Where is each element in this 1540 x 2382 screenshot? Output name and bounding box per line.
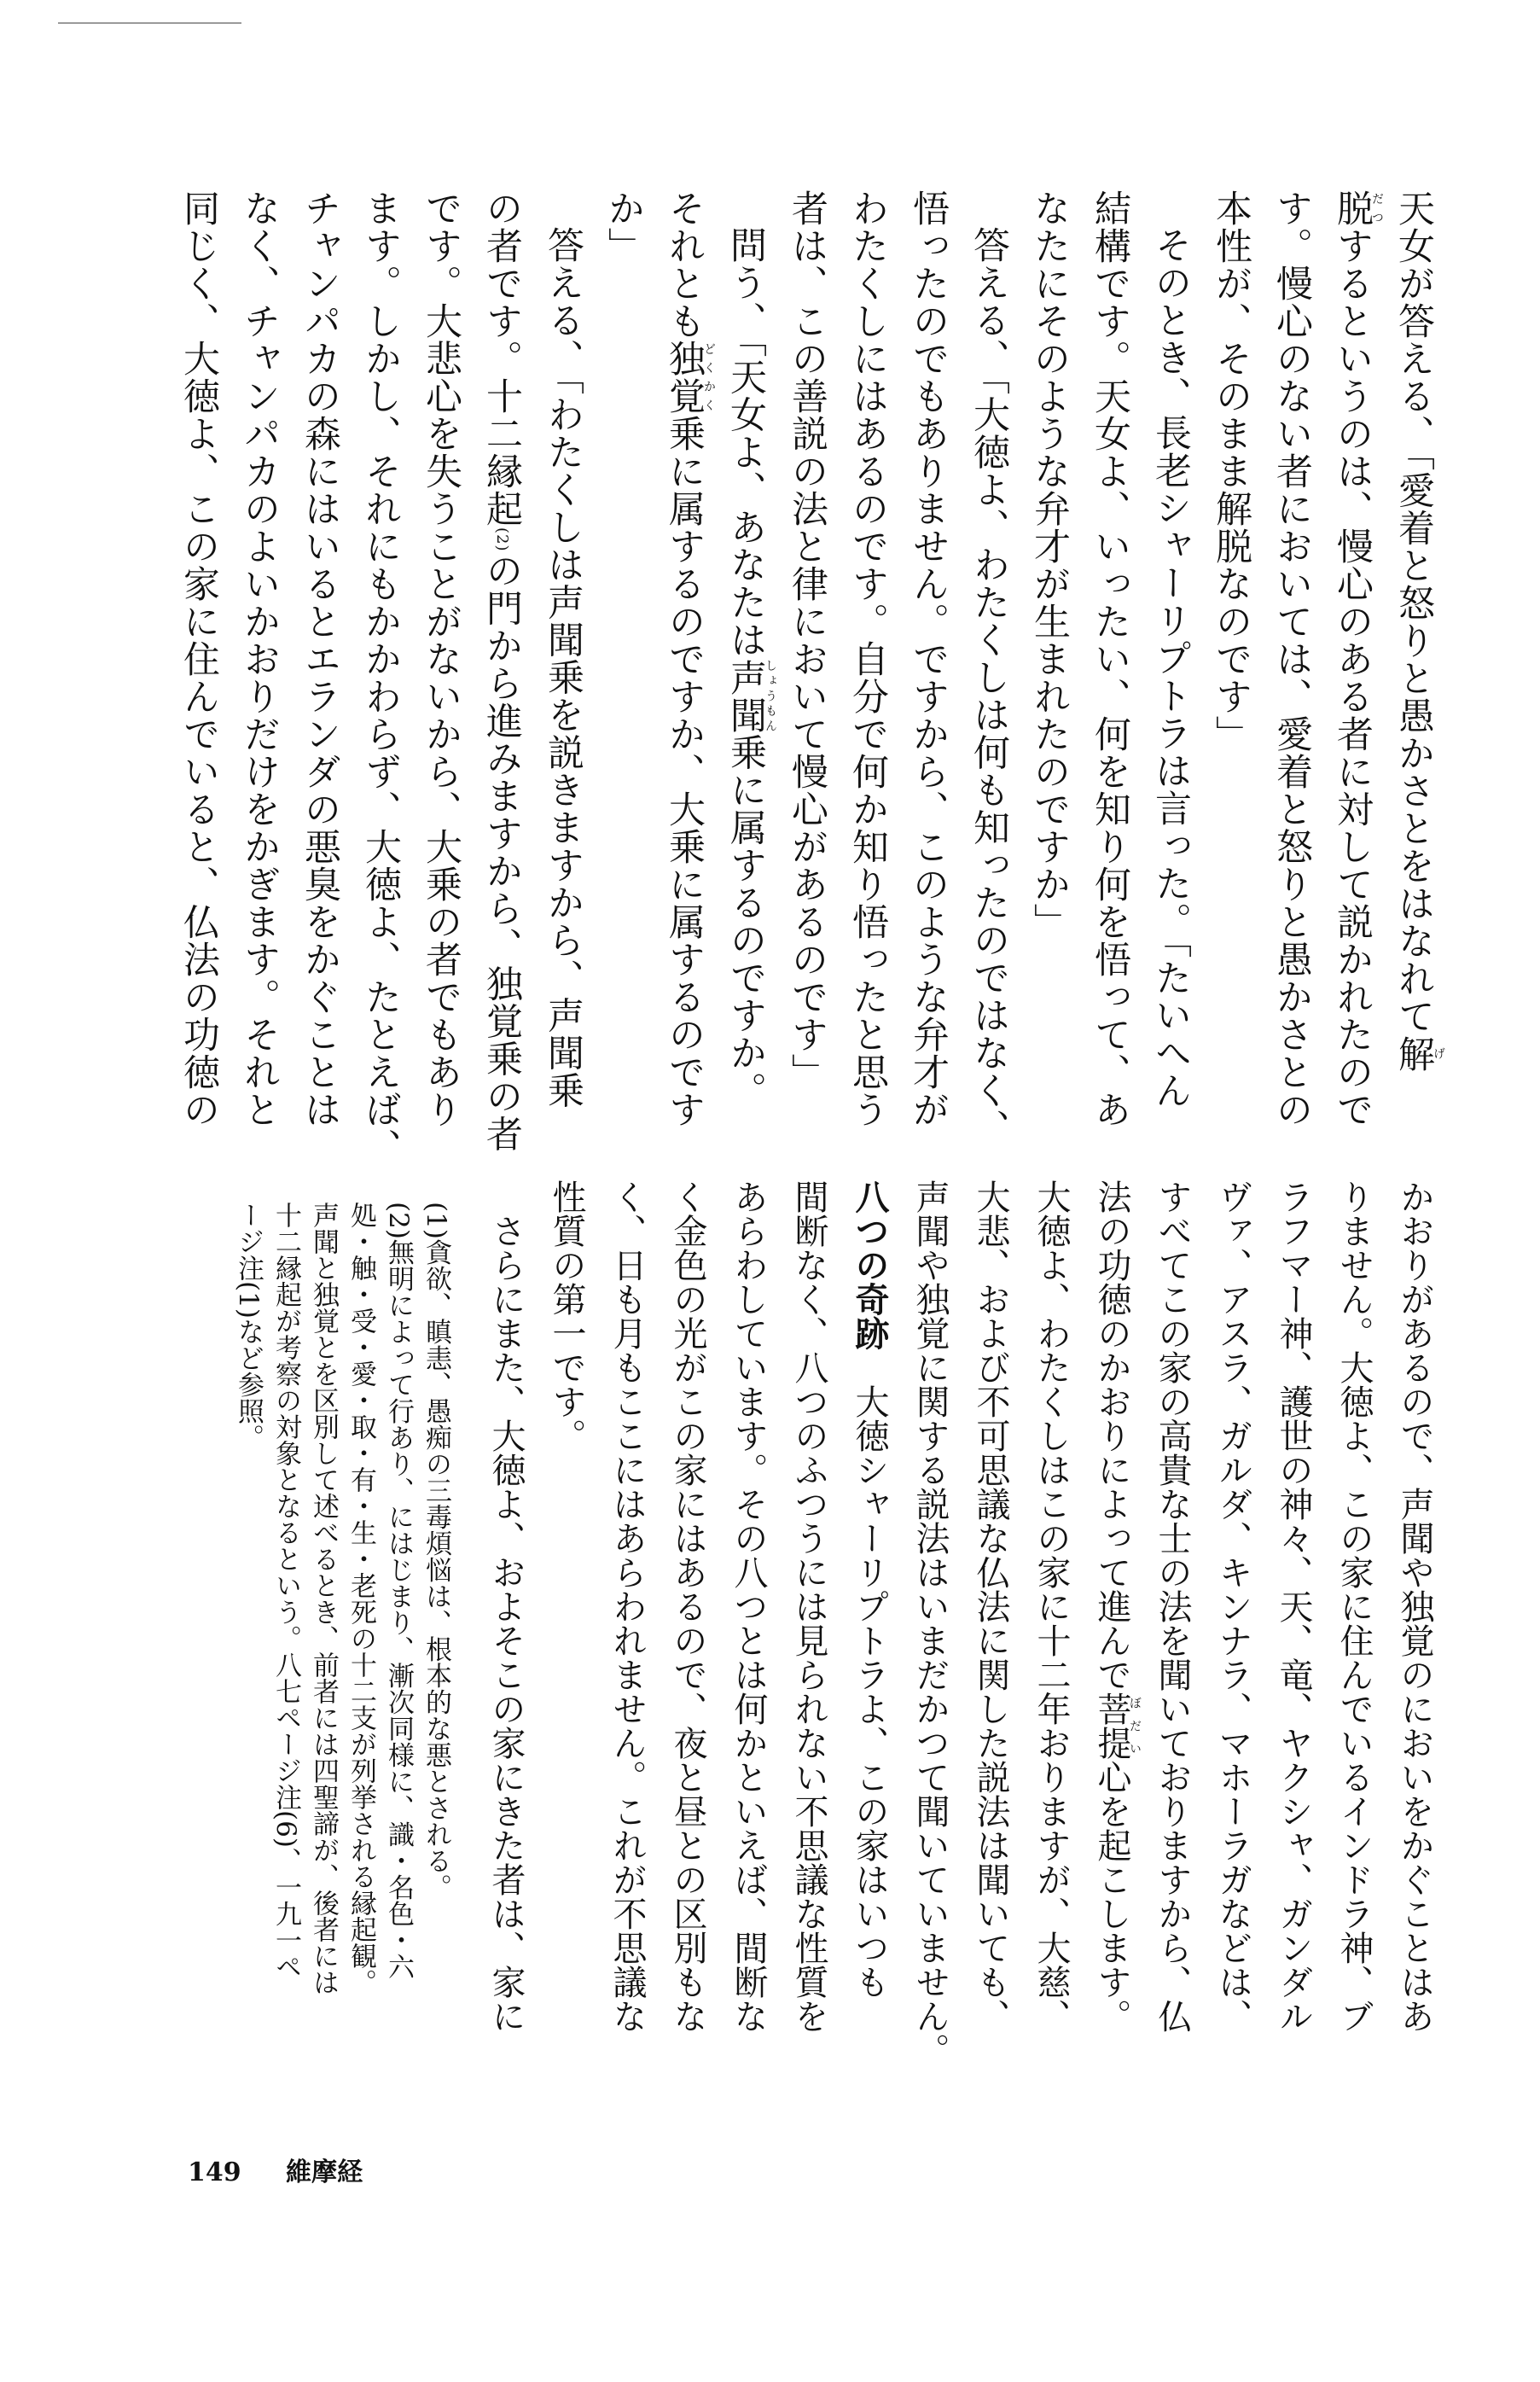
text-column <box>1081 1179 1142 2041</box>
text-run: ージ注(1)など参照。 <box>233 1202 264 1451</box>
text-run: の門から進みますから、独覚乗の者 <box>480 551 523 1153</box>
ruby-word <box>663 340 716 415</box>
text-run: す。慢心のない者においては、愛着と怒りと愚かさとの <box>1270 189 1313 1128</box>
text-run: なたにそのような弁才が生まれたのですか」 <box>1028 189 1071 941</box>
text-column <box>305 1202 342 2123</box>
text-column <box>657 1179 718 2041</box>
ruby-word <box>1392 1034 1445 1073</box>
text-column <box>960 1179 1020 2041</box>
text-run: く金色の光がこの家にはあるので、夜と昼との区別もな <box>668 1179 707 2033</box>
text-run: 本性が、そのまま解脱なのです」 <box>1210 189 1252 753</box>
text-run: 答える、「わたくしは声聞乗を説きますから、声聞乗 <box>542 226 584 1109</box>
text-column <box>1384 1179 1444 2041</box>
text-column <box>958 189 1019 1147</box>
text-column <box>837 189 898 1128</box>
text-run: さらにまた、大徳よ、およそこの家にきた者は、家に <box>486 1214 526 2033</box>
text-run: 大徳よ、わたくしはこの家に十二年おりますが、大慈、 <box>1032 1179 1071 2033</box>
text-run: 法の功徳のかおりによって進んで <box>1092 1179 1131 1692</box>
text-column <box>417 1202 455 2123</box>
text-column <box>267 1202 305 2123</box>
text-run: 答える、「大徳よ、わたくしは何も知ったのではなく、 <box>968 226 1010 1147</box>
text-run: するというのは、慢心のある者に対して説かれたので <box>1331 227 1374 1128</box>
text-column <box>1020 1179 1081 2041</box>
text-run: 同じく、大徳よ、この家に住んでいると、仏法の功徳の <box>177 189 220 1128</box>
text-column <box>654 189 716 1128</box>
page-footer <box>188 2151 398 2188</box>
text-run: 処・触・受・愛・取・有・生・老死の十二支が列挙される縁起観。 <box>346 1202 376 1995</box>
text-run: 性質の第一です。 <box>547 1179 586 1453</box>
text-run: 間断なく、八つのふつうには見られない不思議な性質を <box>789 1179 828 2033</box>
page-number: 149 <box>188 2158 241 2187</box>
main-text-top <box>168 189 1445 1166</box>
text-run: 結構です。天女よ、いったい、何を知り何を悟って、あ <box>1089 189 1131 1128</box>
ruby-base: 声聞 <box>724 658 767 734</box>
text-column <box>839 1179 899 2041</box>
text-run: 乗に属するのですか。 <box>724 733 767 1109</box>
text-run: (2)無明によって行あり、にはじまり、漸次同様に、識・名色・六 <box>383 1202 414 1980</box>
text-run: (1)貪欲、瞋恚、愚痴の三毒煩悩は、根本的な悪とされる。 <box>421 1202 451 1901</box>
footnotes <box>230 1202 455 2123</box>
text-column <box>1202 1179 1263 2041</box>
text-column <box>718 1179 778 2041</box>
text-column <box>1263 1179 1323 2041</box>
text-run: 大悲、および不可思議な仏法に関した説法は聞いても、 <box>971 1179 1010 2033</box>
text-run: 者は、この善説の法と律において慢心があるのです」 <box>786 189 828 1091</box>
text-column <box>168 189 229 1128</box>
text-column <box>475 1179 536 2041</box>
text-column <box>1261 189 1322 1128</box>
text-column <box>776 189 837 1111</box>
text-column <box>536 1179 596 2041</box>
text-run: 声聞や独覚に関する説法はいまだかつて聞いていません。 <box>910 1179 950 2067</box>
ruby-base: 菩提 <box>1092 1692 1131 1760</box>
ruby-word <box>1331 189 1384 227</box>
text-run: 大徳シャーリプトラよ、この家はいつも <box>850 1350 889 1999</box>
text-column <box>898 189 958 1128</box>
text-run: か」 <box>602 189 645 265</box>
text-column <box>593 189 654 1111</box>
text-column <box>899 1179 960 2067</box>
text-run: すべてこの家の高貴な士の法を聞いておりますから、仏 <box>1153 1179 1192 2033</box>
text-column <box>1019 189 1079 1111</box>
ruby-reading: どくかく <box>702 340 716 415</box>
text-run: 心を起こします。 <box>1092 1760 1131 2033</box>
text-column <box>715 189 776 1111</box>
text-run: ます。しかし、それにもかかわらず、大徳よ、たとえば、 <box>359 189 402 1166</box>
text-column <box>410 189 471 1128</box>
ruby-base: 解 <box>1392 1034 1435 1073</box>
ruby-reading: しょうもん <box>764 658 777 734</box>
text-column <box>230 1202 267 2123</box>
text-column <box>1142 1179 1202 2041</box>
book-title: 維摩経 <box>286 2158 363 2187</box>
text-column <box>342 1202 380 2123</box>
text-run: 乗に属するのですか、大乗に属するのです <box>663 415 706 1128</box>
text-column <box>350 189 410 1166</box>
text-column <box>1079 189 1140 1128</box>
ruby-reading: だつ <box>1370 189 1384 227</box>
text-run: 天女が答える、「愛着と怒りと愚かさとをはなれて <box>1392 189 1435 1035</box>
text-run: です。大悲心を失うことがないから、大乗の者でもあり <box>420 189 462 1128</box>
section-heading: 八つの奇跡 <box>850 1179 889 1350</box>
text-run: 問う、「天女よ、あなたは <box>724 226 767 659</box>
ruby-base: 独覚 <box>663 340 706 415</box>
text-column <box>596 1179 657 2041</box>
text-column <box>1323 1179 1384 2041</box>
ruby-base: 脱 <box>1331 189 1374 227</box>
text-column <box>1140 189 1200 1111</box>
text-column <box>1383 189 1444 1111</box>
footnote-reference: (2) <box>493 527 511 552</box>
text-column <box>778 1179 839 2041</box>
main-text-bottom <box>475 1179 1444 2067</box>
ruby-word <box>1092 1692 1142 1760</box>
text-run: の者です。十二縁起 <box>480 189 523 527</box>
text-run: ラフマー神、護世の神々、天、竜、ヤクシャ、ガンダル <box>1274 1179 1313 2033</box>
text-column <box>532 189 593 1111</box>
text-column <box>289 189 350 1128</box>
top-rule-line <box>58 22 241 24</box>
text-column <box>229 189 289 1128</box>
text-column <box>471 189 532 1153</box>
text-run: わたくしにはあるのです。自分で何か知り悟ったと思う <box>846 189 889 1128</box>
text-run: く、日も月もここにはあらわれません。これが不思議な <box>607 1179 647 2033</box>
ruby-reading: ぼだい <box>1128 1692 1142 1760</box>
text-run: りません。大徳よ、この家に住んでいるインドラ神、ブ <box>1334 1179 1374 2033</box>
text-run: それとも <box>663 189 706 340</box>
text-column <box>1200 189 1261 1111</box>
text-run: あらわしています。その八つとは何かといえば、間断な <box>729 1179 768 2033</box>
text-run: 声聞と独覚とを区別して述べるとき、前者には四聖諦が、後者には <box>308 1202 339 1995</box>
text-column <box>1322 189 1384 1128</box>
ruby-word <box>724 658 777 734</box>
text-run: かおりがあるので、声聞や独覚のにおいをかぐことはあ <box>1395 1179 1434 2033</box>
text-run: 悟ったのでもありません。ですから、このような弁才が <box>907 189 950 1128</box>
text-run: そのとき、長老シャーリプトラは言った。「たいへん <box>1149 226 1192 1109</box>
ruby-reading: げ <box>1432 1034 1445 1073</box>
text-run: ヴァ、アスラ、ガルダ、キンナラ、マホーラガなどは、 <box>1213 1179 1252 2033</box>
text-column <box>380 1202 417 2123</box>
text-run: チャンパカの森にはいるとエランダの悪臭をかぐことは <box>299 189 341 1128</box>
text-run: なく、チャンパカのよいかおりだけをかぎます。それと <box>238 189 281 1128</box>
text-run: 十二縁起が考察の対象となるという。八七ページ注(6)、一九一ペ <box>270 1202 301 1980</box>
